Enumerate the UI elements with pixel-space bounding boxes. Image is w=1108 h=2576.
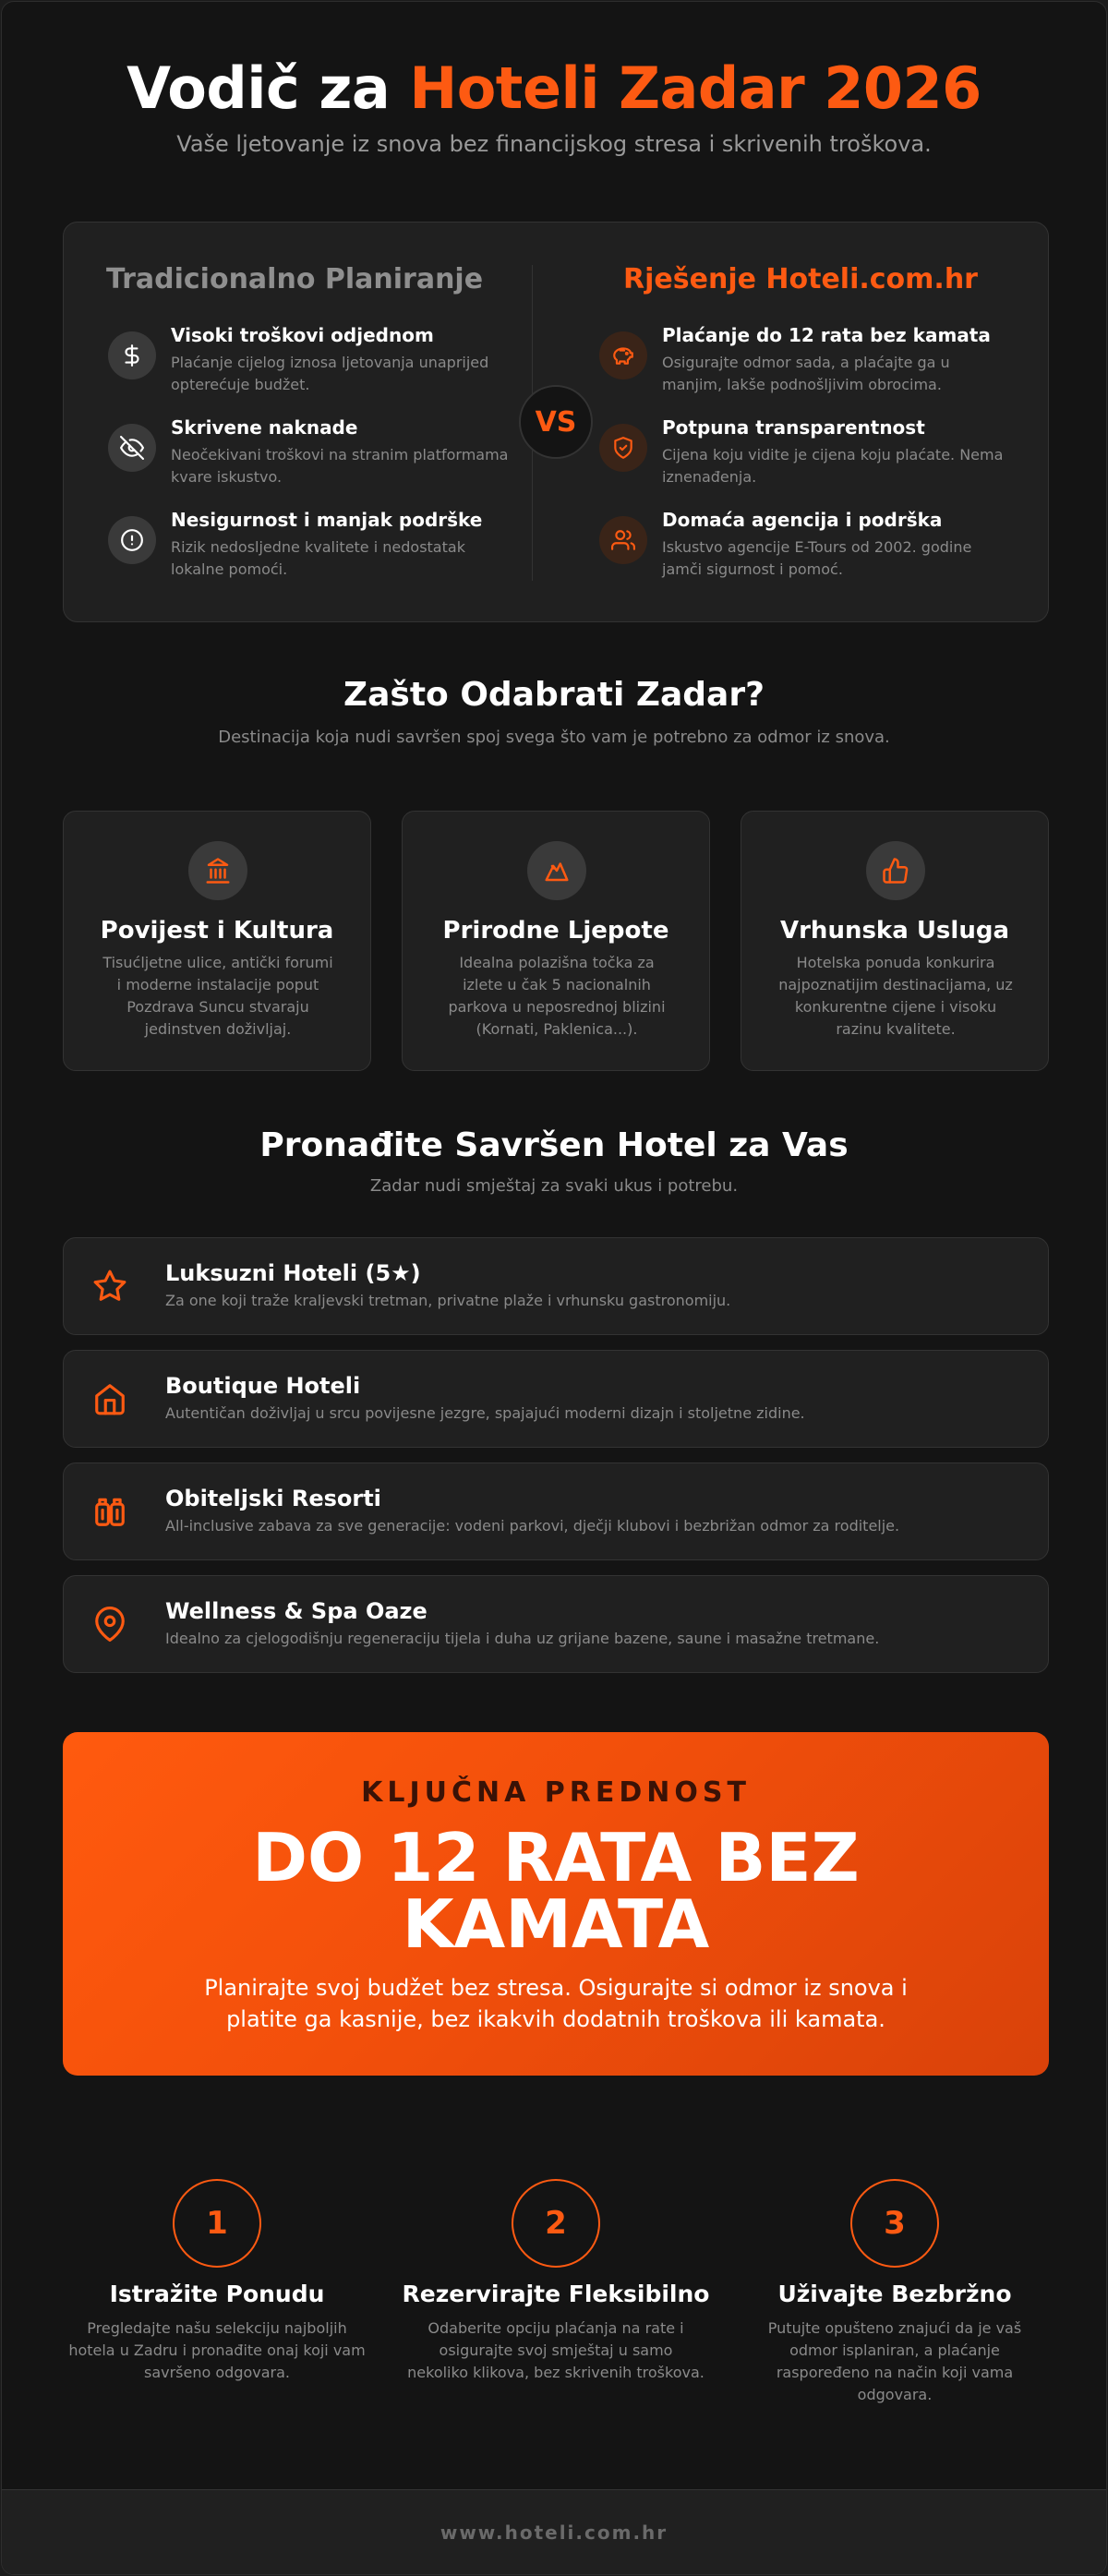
thumbs-up-icon [866, 841, 925, 900]
alert-circle-icon [108, 516, 156, 564]
hotels-title: Pronađite Savršen Hotel za Vas [259, 1126, 849, 1164]
traditional-item [108, 416, 514, 490]
why-title: Zašto Odabrati Zadar? [343, 676, 765, 714]
step-desc: Odaberite opciju plaćanja na rate i osigurajte svoj smještaj u samo nekoliko klikova, bez skrivenih troškova. [407, 2319, 705, 2381]
users-icon [599, 516, 647, 564]
item-desc: Iskustvo agencije E-Tours od 2002. godine jamči sigurnost i pomoć. [662, 538, 972, 578]
hotel-type-desc: Idealno za cjelogodišnju regeneraciju tijela i duha uz grijane bazene, saune i masažne tretmane. [165, 1630, 880, 1647]
map-pin-icon [91, 1606, 128, 1643]
step-desc: Pregledajte našu selekciju najboljih hotela u Zadru i pronađite onaj koji vam savršeno odgovara. [68, 2319, 366, 2381]
item-desc: Plaćanje cijelog iznosa ljetovanja unaprijed opterećuje budžet. [171, 354, 489, 393]
feature-desc: Idealna polazišna točka za izlete u čak 5 nacionalnih parkova u neposrednoj blizini (Kornati, Paklenica...). [448, 954, 666, 1038]
feature-card [63, 811, 371, 1071]
step-number: 3 [850, 2179, 939, 2268]
step-number: 1 [173, 2179, 261, 2268]
eye-off-icon [108, 424, 156, 472]
solution-item [599, 324, 1024, 398]
piggy-bank-icon [599, 331, 647, 379]
mountain-icon [527, 841, 586, 900]
step-number: 2 [512, 2179, 600, 2268]
hotel-type-wellness[interactable] [63, 1575, 1049, 1673]
traditional-title: Tradicionalno Planiranje [105, 263, 484, 295]
step-title: Istražite Ponudu [109, 2281, 325, 2307]
hotel-type-desc: All-inclusive zabava za sve generacije: vodeni parkovi, dječji klubovi i bezbrižan odmor za roditelje. [165, 1517, 900, 1535]
luggage-icon [91, 1493, 128, 1530]
item-title: Domaća agencija i podrška [662, 509, 943, 531]
feature-title: Prirodne Ljepote [442, 917, 669, 945]
title-accent: Hoteli Zadar 2026 [409, 54, 982, 122]
footer [2, 2489, 1106, 2575]
item-desc: Osigurajte odmor sada, a plaćajte ga u manjim, lakše podnošljivim obrocima. [662, 354, 950, 393]
solution-item [599, 416, 1024, 490]
title-plain: Vodič za [126, 54, 410, 122]
page-subtitle: Vaše ljetovanje iz snova bez financijskog stresa i skrivenih troškova. [176, 131, 932, 157]
traditional-item [108, 509, 514, 583]
feature-desc: Tisućljetne ulice, antički forumi i moderne instalacije poput Pozdrava Suncu stvaraju jedinstven doživljaj. [102, 954, 333, 1038]
footer-url-link[interactable]: www.hoteli.com.hr [440, 2522, 668, 2544]
feature-title: Vrhunska Usluga [779, 917, 1009, 945]
vs-badge: VS [519, 385, 593, 459]
hotels-subtitle: Zadar nudi smještaj za svaki ukus i potrebu. [369, 1176, 739, 1196]
banner-headline-line2: KAMATA [402, 1885, 710, 1963]
hotel-type-title: Obiteljski Resorti [165, 1486, 381, 1511]
why-subtitle: Destinacija koja nudi savršen spoj svega što vam je potrebno za odmor iz snova. [218, 728, 890, 747]
star-icon [91, 1268, 128, 1305]
solution-title: Rješenje Hoteli.com.hr [623, 263, 978, 295]
banner-desc: Planirajte svoj budžet bez stresa. Osigurajte si odmor iz snova i platite ga kasnije, bez ikakvih dodatnih troškova ili kamata. [204, 1975, 908, 2032]
dollar-icon [108, 331, 156, 379]
solution-item [599, 509, 1024, 583]
feature-desc: Hotelska ponuda konkurira najpoznatijim destinacijama, uz konkurentne cijene i visoku razinu kvalitete. [778, 954, 1013, 1038]
comparison-card [63, 222, 1049, 622]
hotel-type-family[interactable] [63, 1463, 1049, 1560]
traditional-item [108, 324, 514, 398]
hotel-type-title: Luksuzni Hoteli (5★) [165, 1260, 421, 1286]
item-title: Nesigurnost i manjak podrške [171, 509, 483, 531]
step-desc: Putujte opušteno znajući da je vaš odmor isplaniran, a plaćanje raspoređeno na način koji vama odgovara. [767, 2319, 1022, 2403]
item-desc: Cijena koju vidite je cijena koju plaćate. Nema iznenađenja. [662, 446, 1004, 486]
landmark-icon [188, 841, 247, 900]
hotel-type-desc: Za one koji traže kraljevski tretman, privatne plaže i vrhunsku gastronomiju. [165, 1292, 731, 1309]
shield-check-icon [599, 424, 647, 472]
hotel-type-title: Boutique Hoteli [165, 1373, 361, 1399]
item-title: Skrivene naknade [171, 416, 358, 439]
feature-title: Povijest i Kultura [100, 917, 334, 945]
item-desc: Rizik nedosljedne kvalitete i nedostatak lokalne pomoći. [171, 538, 465, 578]
item-title: Potpuna transparentnost [662, 416, 925, 439]
item-desc: Neočekivani troškovi na stranim platformama kvare iskustvo. [171, 446, 509, 486]
banner-kicker: KLJUČNA PREDNOST [361, 1776, 751, 1809]
banner-headline-line1: DO 12 RATA BEZ [252, 1819, 860, 1896]
hotel-type-title: Wellness & Spa Oaze [165, 1598, 428, 1624]
key-advantage-banner [63, 1732, 1049, 2076]
page [1, 1, 1107, 2575]
home-icon [91, 1380, 128, 1417]
feature-card [741, 811, 1049, 1071]
hotel-type-boutique[interactable] [63, 1350, 1049, 1448]
feature-card [402, 811, 710, 1071]
step-title: Rezervirajte Fleksibilno [402, 2281, 710, 2307]
banner-headline [63, 1819, 1049, 1963]
item-title: Plaćanje do 12 rata bez kamata [662, 324, 991, 346]
page-title [2, 50, 1106, 127]
hotel-type-luxury[interactable] [63, 1237, 1049, 1335]
step-title: Uživajte Bezbržno [777, 2281, 1012, 2307]
hotel-type-desc: Autentičan doživljaj u srcu povijesne jezgre, spajajući moderni dizajn i stoljetne zidine. [165, 1404, 805, 1422]
item-title: Visoki troškovi odjednom [171, 324, 434, 346]
